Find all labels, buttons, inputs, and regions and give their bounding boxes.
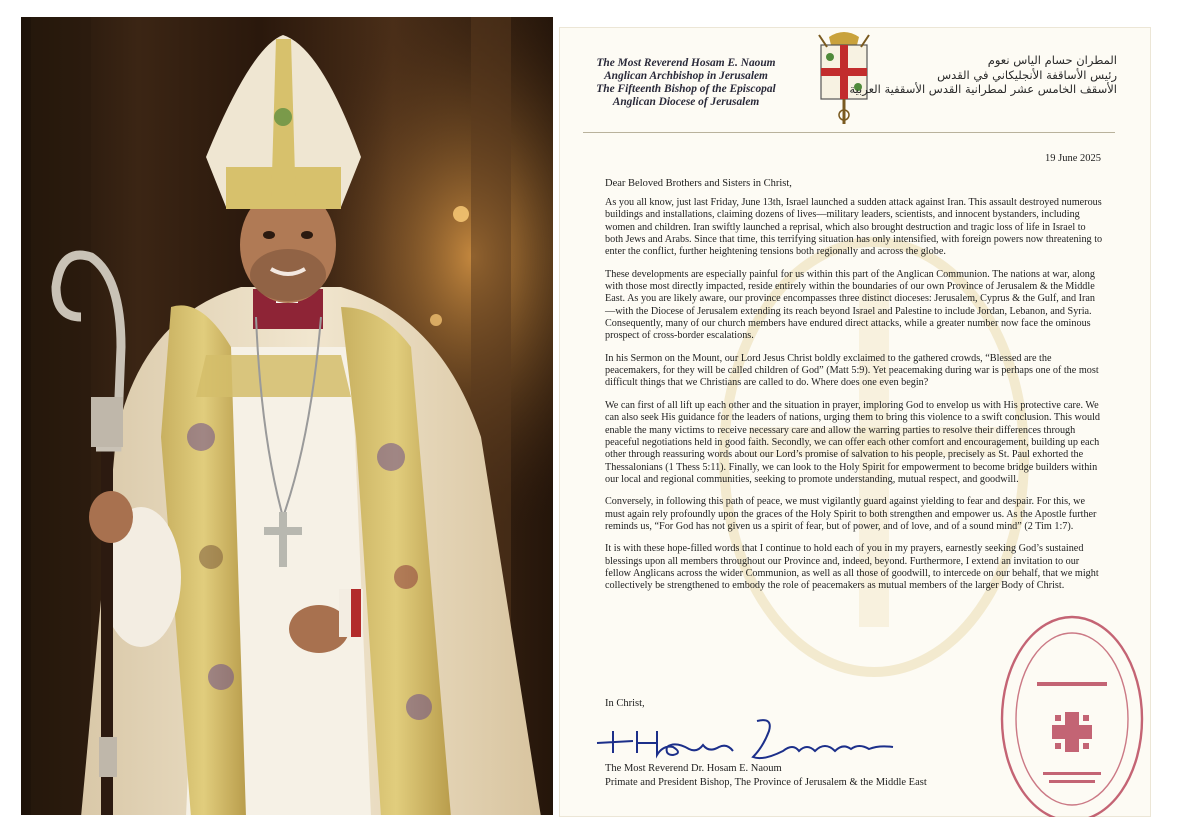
closing: In Christ,: [605, 698, 645, 709]
letterhead-line: رئيس الأساقفة الأنجليكاني في القدس: [937, 67, 1117, 82]
paragraph: Conversely, in following this path of peace, we must vigilantly guard against yielding to fear and despair. For this, we must again rely profoundly upon the graces of the Holy Spirit to both strengthen and empower us. As the Apostle further reminds us, “For God has not given us a spirit of fear, but of power, and of love, and of a sound mind” (2 Tim 1:7).: [605, 496, 1097, 532]
paragraph: In his Sermon on the Mount, our Lord Jesus Christ boldly exclaimed to the gathered crowds, “Blessed are the peacemakers, for they will be called children of God” (Matt 5:9). Yet peacemaking during war is perhaps one of the most difficult things that we Christians are called to do. Where does one even begin?: [605, 352, 1099, 389]
signer-block: [605, 762, 927, 789]
signer-name: The Most Reverend Dr. Hosam E. Naoum: [605, 763, 782, 774]
signer-title: Primate and President Bishop, The Province of Jerusalem & the Middle East: [605, 776, 927, 788]
official-seal: [997, 612, 1147, 817]
paragraph: As you all know, just last Friday, June 13th, Israel launched a sudden attack against Iran. This assault destroyed numerous buildings and installations, claiming dozens of lives—military leaders, scientists, and innocent bystanders, including women and children. Iran swiftly launched a reprisal, which also brought destruction and tragic loss of life in Israel to both Jews and Arabs. Since that time, this terrifying situation has only intensified, with foreign powers now threatening to enter the conflict, further heightening tensions both regionally and across the globe.: [605, 197, 1103, 258]
diocese-crest-icon: [807, 29, 881, 129]
paragraph: We can first of all lift up each other and the situation in prayer, imploring God to envelop us with His protective care. We can also seek His guidance for the leaders of nations, urging them to bring this violence to a swift conclusion. This would enable the many victims to receive necessary care and allow the warring parties to resolve their differences through peaceful negotiations held in good faith. Secondly, we can offer each other comfort and encouragement, building up each other through reassuring words about our Lord’s promise of salvation to his people, precisely as St. Paul exhorted the Thessalonians (1 Thess 5:11). Finally, we can look to the Holy Spirit for empowerment to become bridge builders within our local and regional communities, seeking to promote understanding, mutual respect, and goodwill.: [605, 399, 1101, 485]
letterhead-line: Anglican Archbishop in Jerusalem: [604, 70, 768, 82]
letter-body: [605, 197, 1105, 603]
archbishop-figure: [21, 17, 553, 815]
letterhead-line: المطران حسام الياس نعوم: [987, 53, 1117, 67]
paragraph: It is with these hope-filled words that I continue to hold each of you in my prayers, earnestly seeking God’s sustained blessings upon all members throughout our Province and, indeed, beyond. Furthermore, I extend an invitation to our fellow Anglicans across the wider Communion, as well as all those of goodwill, to intercede on our behalf, that we might collectively be strengthened to embody the role of peacemakers as mutual members of the larger Body of Christ.: [605, 543, 1099, 592]
header-divider: [583, 132, 1115, 133]
letterhead-line: The Fifteenth Bishop of the Episcopal: [596, 83, 776, 95]
paragraph: These developments are especially painful for us within this part of the Anglican Communion. The nations at war, along with those most directly impacted, reside entirely within the boundaries of our own Province of Jerusalem & the Middle East. As you are likely aware, our province encompasses three distinct dioceses: Jerusalem, Cyprus & the Gulf, and Iran—with the Diocese of Jerusalem extending its reach beyond Israel and Palestine to include Jordan, Lebanon, and Syria. Consequently, many of our church members have endured direct attacks, while a greater number now face the ominous prospect of cross-border escalations.: [605, 268, 1095, 342]
letterhead-line: الأسقف الخامس عشر لمطرانية القدس الأسقفية العربية: [849, 82, 1117, 96]
letter-date: 19 June 2025: [1045, 153, 1101, 164]
letterhead-line: The Most Reverend Hosam E. Naoum: [596, 57, 776, 69]
archbishop-photo: [21, 17, 553, 815]
pastoral-letter: [559, 27, 1151, 817]
letterhead-english: [581, 57, 791, 109]
letterhead-arabic: [849, 53, 1117, 97]
salutation: Dear Beloved Brothers and Sisters in Christ,: [605, 178, 792, 189]
handwritten-signature: [593, 717, 913, 763]
letterhead-line: Anglican Diocese of Jerusalem: [612, 96, 760, 108]
